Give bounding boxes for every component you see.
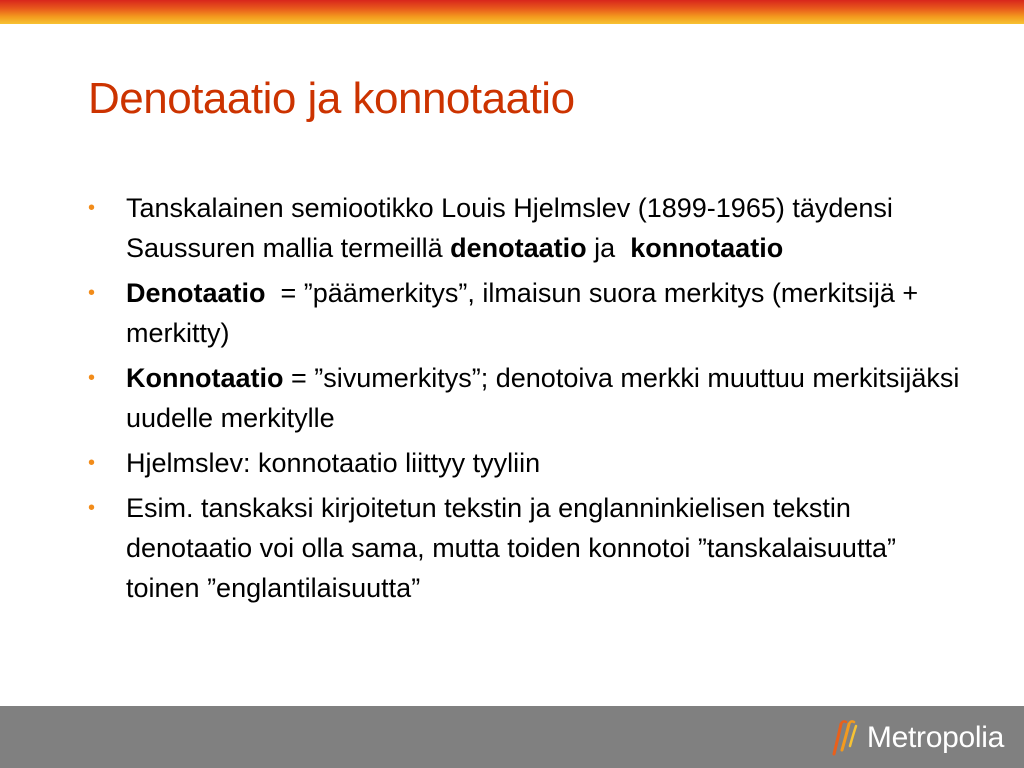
bullet-term-bold: Denotaatio <box>126 278 266 308</box>
bullet-term-bold: konnotaatio <box>630 233 784 263</box>
bullet-item <box>88 443 968 483</box>
footer-bar <box>0 706 1024 768</box>
bullet-dot-icon: • <box>88 367 96 389</box>
bullet-text: = ”sivumerkitys”; denotoiva merkki muuttuu merkitsijäksi uudelle merkitylle <box>126 363 960 433</box>
bullet-dot-icon: • <box>88 452 96 474</box>
bullet-text: Tanskalainen semiootikko Louis Hjelmslev (1899-1965) täydensi Saussuren mallia termeillä <box>126 193 893 263</box>
metropolia-logo-icon <box>829 718 863 758</box>
bullet-text: ja <box>586 233 631 263</box>
bullet-dot-icon: • <box>88 497 96 519</box>
metropolia-logo-text: Metropolia <box>866 721 1004 754</box>
bullet-text: Hjelmslev: konnotaatio liittyy tyyliin <box>126 448 541 478</box>
bullet-item <box>88 273 968 353</box>
bullet-text: Esim. tanskaksi kirjoitetun tekstin ja englanninkielisen tekstin denotaatio voi olla sama, mutta toiden konnotoi ”tanskalaisuutta” toinen ”englantilaisuutta” <box>126 493 896 603</box>
bullet-text: = ”päämerkitys”, ilmaisun suora merkitys (merkitsijä + merkitty) <box>126 278 926 348</box>
bullet-item <box>88 358 968 438</box>
bullet-item <box>88 488 968 608</box>
slide-title: Denotaatio ja konnotaatio <box>88 74 575 123</box>
bullet-dot-icon: • <box>88 197 96 219</box>
metropolia-logo <box>829 718 1004 758</box>
bullet-term-bold: Konnotaatio <box>126 363 284 393</box>
bullet-term-bold: denotaatio <box>450 233 587 263</box>
bullet-list <box>88 188 968 613</box>
top-gradient-bar <box>0 0 1024 24</box>
bullet-dot-icon: • <box>88 282 96 304</box>
bullet-item <box>88 188 968 268</box>
